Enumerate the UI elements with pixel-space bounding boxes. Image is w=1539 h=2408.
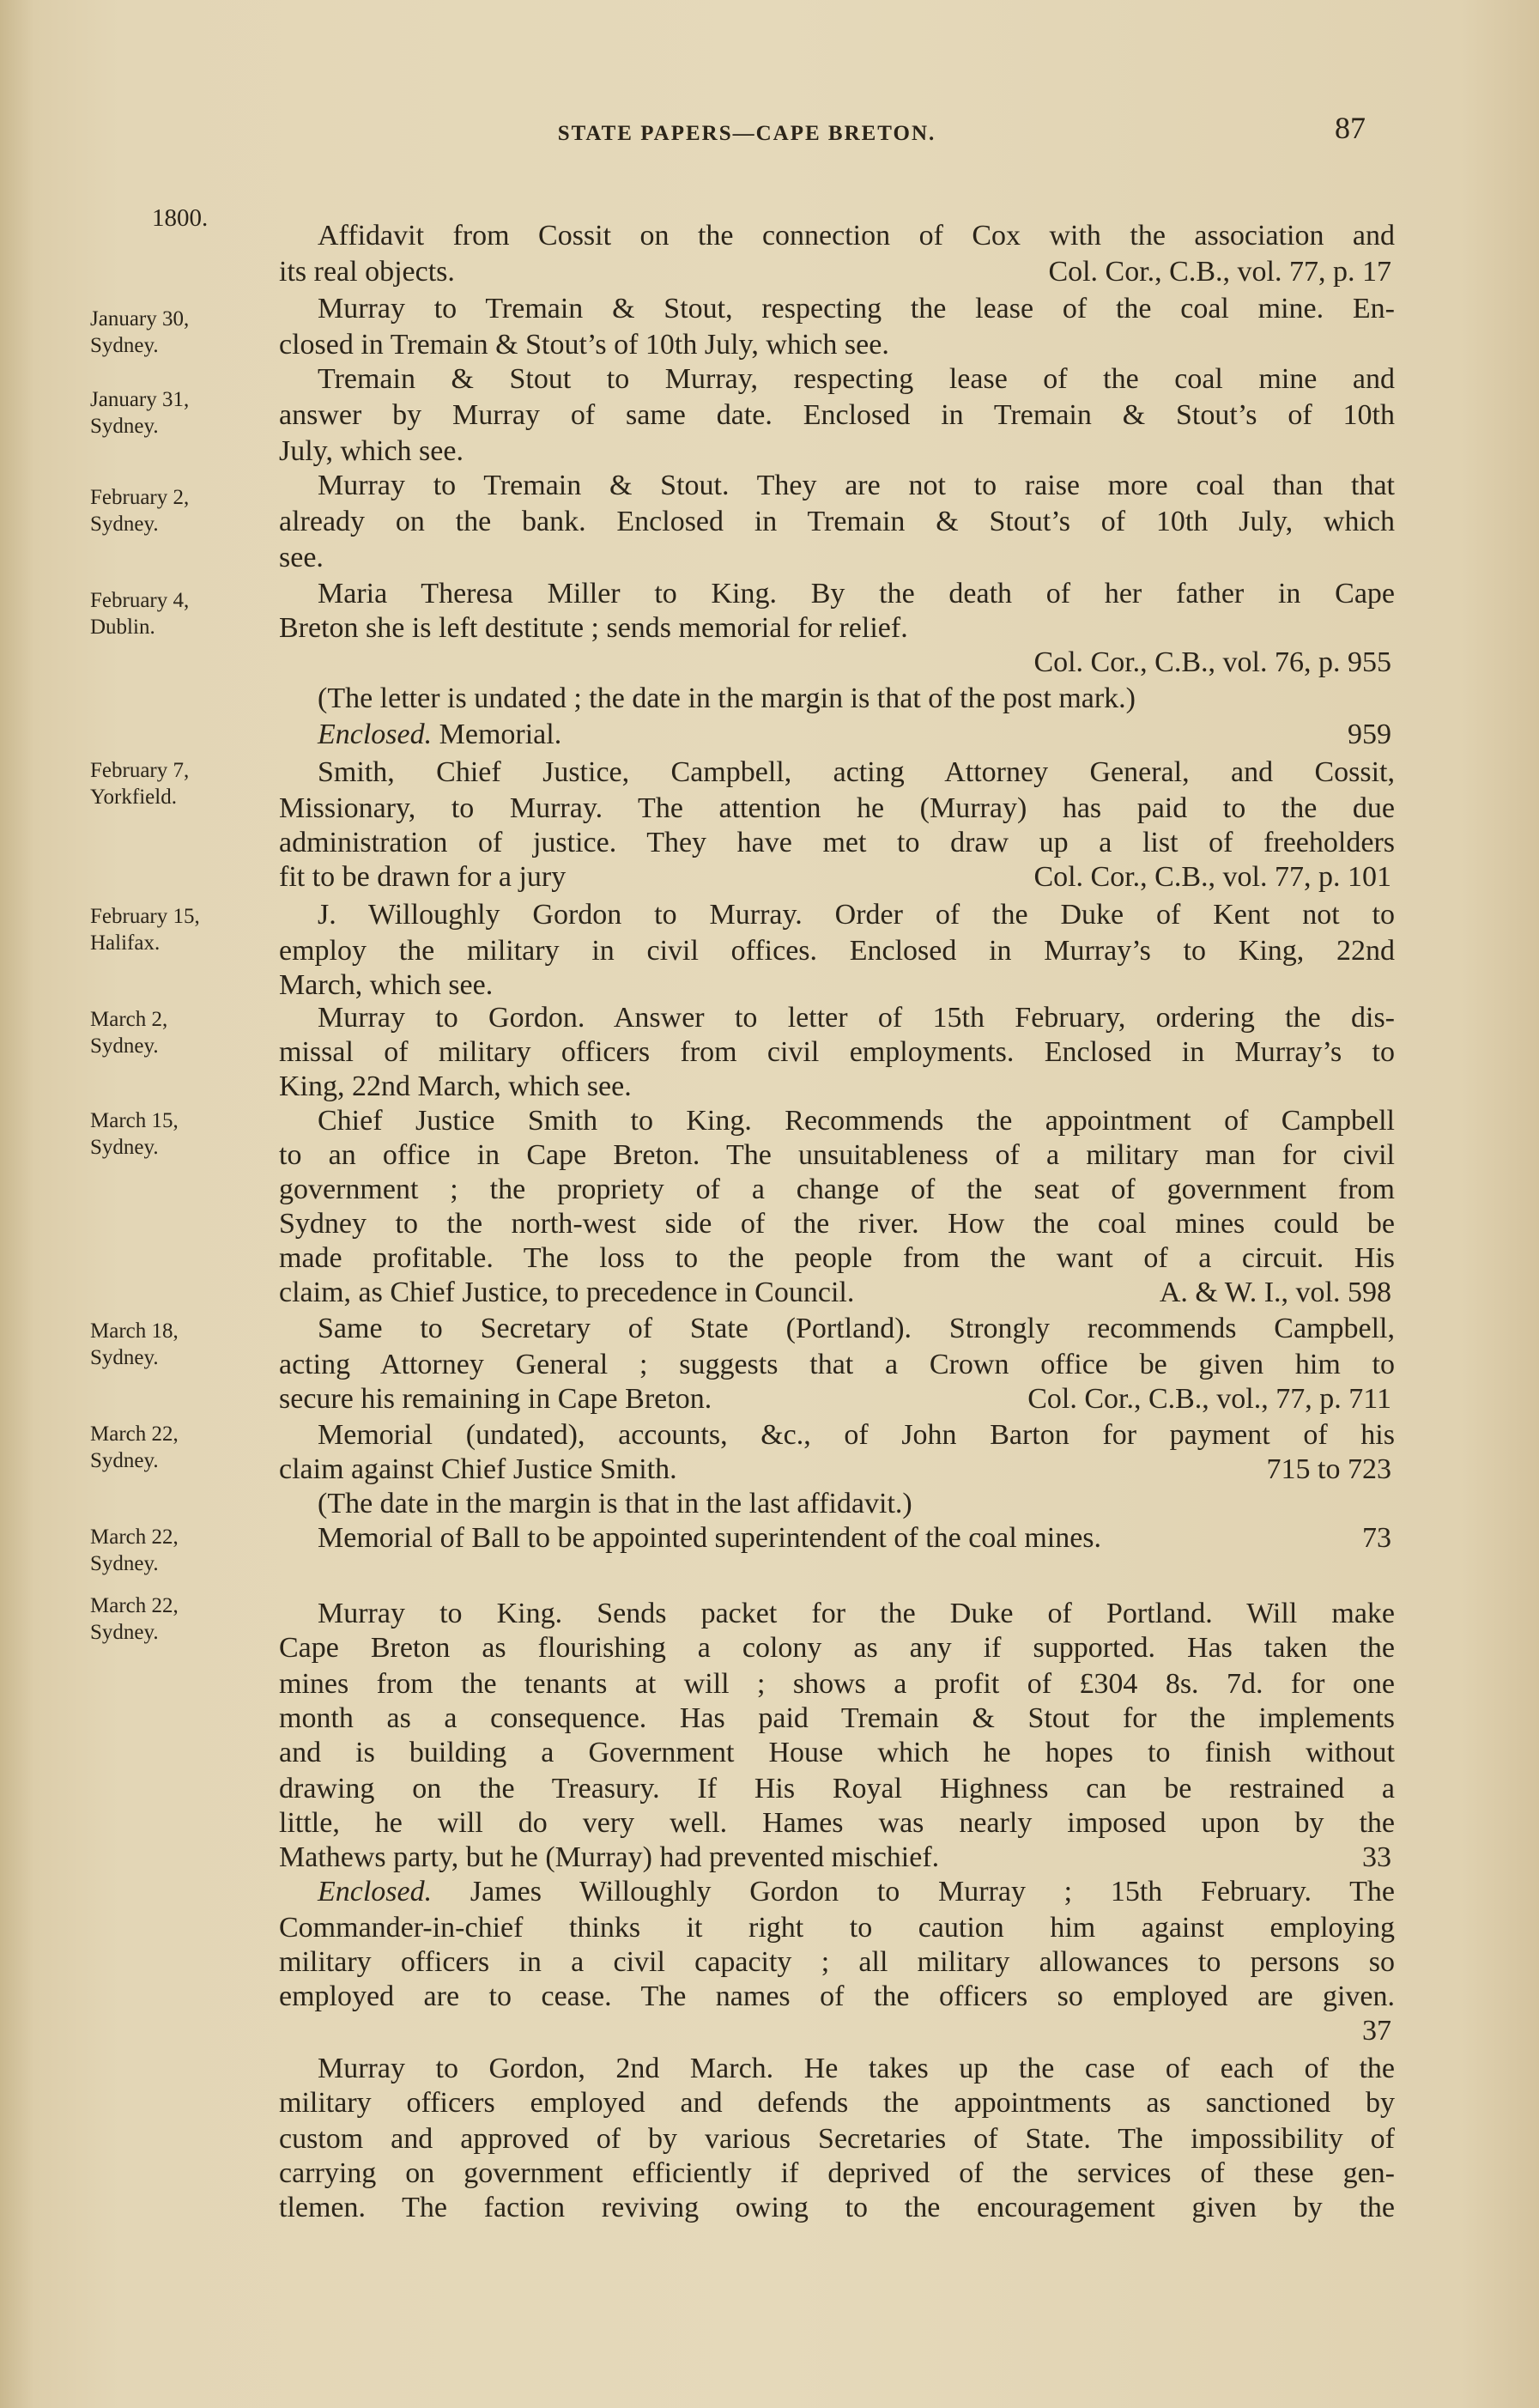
year-label: 1800.: [152, 204, 209, 232]
text-line: [279, 1841, 1395, 1875]
margin-date: March 2,: [90, 1008, 168, 1031]
text-line: [279, 1348, 1395, 1382]
text-line: [279, 398, 1395, 433]
text-line: [279, 968, 1395, 1003]
line-text: July, which see.: [279, 435, 464, 467]
line-text: employ the military in civil offices. Enclosed in Murray’s to King, 22nd: [279, 935, 1395, 967]
citation: Col. Cor., C.B., vol. 77, p. 101: [1033, 861, 1391, 893]
margin-note: [90, 306, 279, 359]
margin-note: [90, 1318, 279, 1371]
line-text: little, he will do very well. Hames was nearly imposed upon by the: [279, 1807, 1395, 1839]
line-text: Smith, Chief Justice, Campbell, acting Attorney General, and Cossit,: [318, 756, 1395, 788]
text-line: [279, 898, 1395, 932]
citation: 73: [1362, 1522, 1391, 1554]
margin-date: January 30,: [90, 307, 190, 331]
line-text: Memorial (undated), accounts, &c., of John Barton for payment of his: [318, 1419, 1395, 1451]
line-text: Sydney to the north-west side of the river. How the coal mines could be: [279, 1208, 1395, 1240]
margin-date: March 22,: [90, 1525, 179, 1549]
text-line: [279, 219, 1395, 253]
line-text: Murray to Gordon, 2nd March. He takes up the case of each of the: [318, 2053, 1395, 2084]
text-line: [279, 1276, 1395, 1310]
text-line: [279, 2122, 1395, 2156]
line-text: Cape Breton as flourishing a colony as any if supported. Has taken the: [279, 1632, 1395, 1664]
text-line: [279, 1667, 1395, 1701]
text-line: [279, 328, 1395, 362]
citation: Col. Cor., C.B., vol., 77, p. 711: [1027, 1383, 1391, 1415]
margin-date: February 2,: [90, 486, 190, 509]
citation: Col. Cor., C.B., vol. 76, p. 955: [1033, 646, 1391, 678]
text-line: [279, 611, 1395, 646]
margin-place: Sydney.: [90, 1449, 159, 1472]
line-text: fit to be drawn for a jury: [279, 861, 567, 893]
text-line: [279, 718, 1395, 752]
citation: 37: [1362, 2015, 1391, 2047]
text-line: [279, 2156, 1395, 2191]
margin-note: [90, 1107, 279, 1161]
text-line: [279, 1312, 1395, 1346]
line-text: see.: [279, 542, 324, 573]
margin-place: Sydney.: [90, 1034, 159, 1058]
line-text: administration of justice. They have met to draw up a list of freeholders: [279, 827, 1395, 858]
text-line: [279, 1138, 1395, 1173]
line-text: employed are to cease. The names of the officers so employed are given.: [279, 1980, 1395, 2012]
citation: 959: [1348, 719, 1391, 750]
running-header: STATE PAPERS—CAPE BRETON.: [557, 122, 936, 145]
text-line: [279, 1173, 1395, 1207]
text-line: [279, 541, 1395, 575]
margin-place: Sydney.: [90, 1346, 159, 1369]
margin-note: [90, 757, 279, 810]
text-line: [279, 1701, 1395, 1736]
margin-note: [90, 484, 279, 537]
line-text: month as a consequence. Has paid Tremain & Stout for the implements: [279, 1702, 1395, 1734]
text-line: [279, 1521, 1395, 1556]
line-text: J. Willoughly Gordon to Murray. Order of the Duke of Kent not to: [318, 899, 1395, 931]
line-text: its real objects.: [279, 256, 455, 288]
line-text: closed in Tremain & Stout’s of 10th July, which see.: [279, 329, 889, 361]
citation: Col. Cor., C.B., vol. 77, p. 17: [1048, 256, 1391, 288]
margin-place: Sydney.: [90, 1552, 159, 1575]
italic-label: Enclosed.: [318, 1876, 470, 1908]
line-text: Breton she is left destitute ; sends memorial for relief.: [279, 612, 908, 644]
italic-label: Enclosed.: [318, 719, 439, 750]
text-line: [279, 1980, 1395, 2014]
text-line: [279, 2052, 1395, 2086]
citation: 33: [1362, 1841, 1391, 1873]
margin-date: February 15,: [90, 905, 200, 928]
text-line: [279, 860, 1395, 895]
margin-place: Sydney.: [90, 415, 159, 438]
line-text: acting Attorney General ; suggests that a Crown office be given him to: [279, 1349, 1395, 1380]
text-line: [279, 255, 1395, 289]
text-line: [279, 1875, 1395, 1909]
line-text: Maria Theresa Miller to King. By the death of her father in Cape: [318, 578, 1395, 610]
line-text: and is building a Government House which he hopes to finish without: [279, 1737, 1395, 1768]
line-text: Murray to Tremain & Stout. They are not to raise more coal than that: [318, 470, 1395, 501]
line-text: Same to Secretary of State (Portland). Strongly recommends Campbell,: [318, 1313, 1395, 1344]
margin-date: March 22,: [90, 1422, 179, 1446]
line-text: Murray to Tremain & Stout, respecting the lease of the coal mine. En-: [318, 293, 1395, 325]
margin-place: Halifax.: [90, 931, 161, 955]
line-text: mines from the tenants at will ; shows a profit of £304 8s. 7d. for one: [279, 1668, 1395, 1700]
text-line: [279, 469, 1395, 503]
text-line: [279, 1945, 1395, 1980]
line-text: military officers employed and defends the appointments as sanctioned by: [279, 2087, 1395, 2119]
text-line: [279, 1241, 1395, 1276]
text-line: [279, 1806, 1395, 1841]
text-line: [279, 362, 1395, 397]
text-line: [279, 1772, 1395, 1806]
line-text: military officers in a civil capacity ; all military allowances to persons so: [279, 1946, 1395, 1978]
margin-place: Dublin.: [90, 616, 155, 639]
line-text: Missionary, to Murray. The attention he (Murray) has paid to the due: [279, 792, 1395, 824]
margin-place: Sydney.: [90, 1621, 159, 1644]
line-text: secure his remaining in Cape Breton.: [279, 1383, 712, 1415]
margin-date: February 4,: [90, 589, 190, 612]
line-text: government ; the propriety of a change of the seat of government from: [279, 1174, 1395, 1205]
line-text: made profitable. The loss to the people from the want of a circuit. His: [279, 1242, 1395, 1274]
line-text: Tremain & Stout to Murray, respecting lease of the coal mine and: [318, 363, 1395, 395]
line-text: (The letter is undated ; the date in the margin is that of the post mark.): [318, 682, 1136, 714]
text-line: [279, 792, 1395, 826]
margin-date: March 22,: [90, 1594, 179, 1617]
line-text: Murray to King. Sends packet for the Duke of Portland. Will make: [318, 1598, 1395, 1629]
text-line: [279, 292, 1395, 326]
text-line: [279, 1597, 1395, 1631]
margin-note: [90, 587, 279, 640]
text-line: [279, 1736, 1395, 1770]
text-line: [279, 2086, 1395, 2120]
line-text: claim against Chief Justice Smith.: [279, 1453, 677, 1485]
text-line: [279, 1070, 1395, 1104]
text-line: [279, 1487, 1395, 1521]
margin-note: [90, 1592, 279, 1646]
text-line: [279, 826, 1395, 860]
margin-note: [90, 1524, 279, 1577]
citation: 715 to 723: [1266, 1453, 1391, 1485]
text-line: [279, 1104, 1395, 1138]
text-line: [279, 1207, 1395, 1241]
line-text: Enclosed. James Willoughly Gordon to Murray ; 15th February. The: [318, 1876, 1395, 1908]
text-line: [279, 1911, 1395, 1945]
margin-place: Sydney.: [90, 1136, 159, 1159]
line-text: Mathews party, but he (Murray) had prevented mischief.: [279, 1841, 940, 1873]
line-text: tlemen. The faction reviving owing to the encouragement given by the: [279, 2192, 1395, 2223]
text-line: [279, 1418, 1395, 1453]
margin-note: [90, 903, 279, 956]
line-text: carrying on government efficiently if deprived of the services of these gen-: [279, 2157, 1395, 2189]
margin-note: [90, 1006, 279, 1059]
line-text: Affidavit from Cossit on the connection of Cox with the association and: [318, 220, 1395, 252]
line-text: drawing on the Treasury. If His Royal Highness can be restrained a: [279, 1773, 1395, 1804]
line-text: King, 22nd March, which see.: [279, 1071, 632, 1102]
line-text: answer by Murray of same date. Enclosed in Tremain & Stout’s of 10th: [279, 399, 1395, 431]
line-text: Memorial of Ball to be appointed superintendent of the coal mines.: [318, 1522, 1102, 1554]
line-text: Chief Justice Smith to King. Recommends the appointment of Campbell: [318, 1105, 1395, 1137]
line-text: custom and approved of by various Secretaries of State. The impossibility of: [279, 2123, 1395, 2155]
text-line: [279, 682, 1395, 716]
margin-date: March 15,: [90, 1109, 179, 1132]
line-text: March, which see.: [279, 969, 494, 1001]
line-text: already on the bank. Enclosed in Tremain & Stout’s of 10th July, which: [279, 506, 1395, 537]
margin-date: January 31,: [90, 388, 190, 411]
page-number: 87: [1335, 111, 1366, 145]
margin-note: [90, 386, 279, 440]
margin-place: Yorkfield.: [90, 785, 177, 809]
margin-date: February 7,: [90, 759, 190, 782]
line-text: (The date in the margin is that in the last affidavit.): [318, 1488, 912, 1519]
text-line: [279, 755, 1395, 790]
line-text: missal of military officers from civil employments. Enclosed in Murray’s to: [279, 1036, 1395, 1068]
margin-place: Sydney.: [90, 334, 159, 357]
line-text: claim, as Chief Justice, to precedence in Council.: [279, 1277, 855, 1308]
margin-place: Sydney.: [90, 513, 159, 536]
text-line: [279, 934, 1395, 968]
text-line: [279, 434, 1395, 469]
text-line: [279, 1035, 1395, 1070]
text-line: [279, 1001, 1395, 1035]
text-line: [279, 505, 1395, 539]
citation: A. & W. I., vol. 598: [1159, 1277, 1391, 1308]
line-text: Murray to Gordon. Answer to letter of 15th February, ordering the dis-: [318, 1002, 1395, 1034]
margin-date: March 18,: [90, 1319, 179, 1343]
line-text: to an office in Cape Breton. The unsuitableness of a military man for civil: [279, 1139, 1395, 1171]
margin-note: [90, 1421, 279, 1474]
text-line: [279, 1453, 1395, 1487]
line-text: Commander-in-chief thinks it right to caution him against employing: [279, 1912, 1395, 1944]
line-text: Enclosed. Memorial.: [318, 719, 562, 750]
text-line: [279, 577, 1395, 611]
text-line: [279, 2191, 1395, 2225]
text-line: [279, 1382, 1395, 1416]
text-line: [279, 1631, 1395, 1665]
